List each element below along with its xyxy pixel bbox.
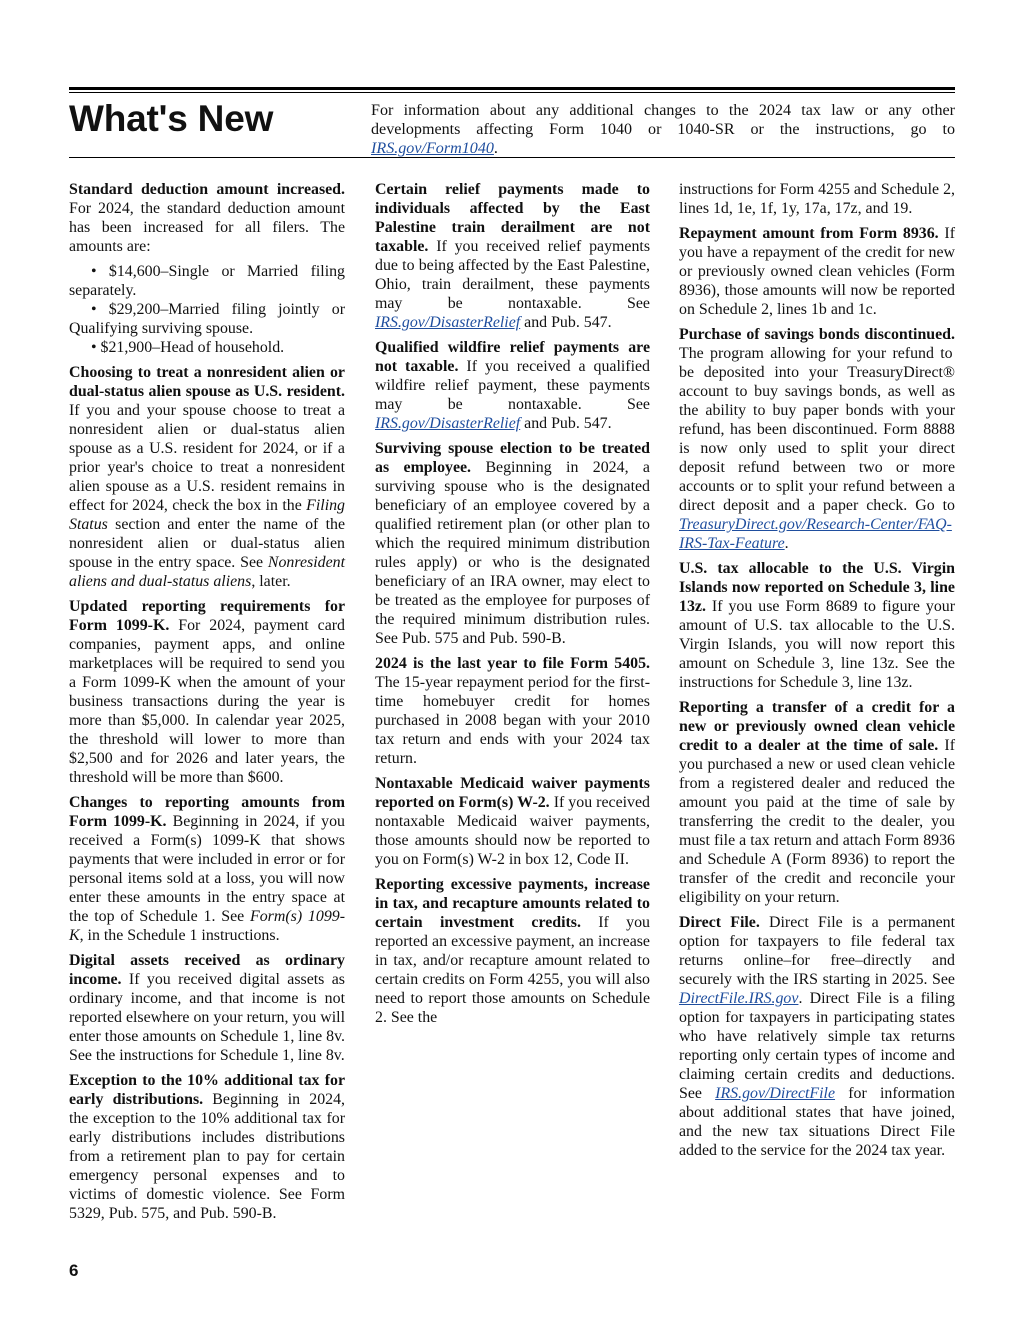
form1040-link[interactable]: IRS.gov/Form1040: [371, 140, 494, 158]
directfile-irs-link[interactable]: DirectFile.IRS.gov: [679, 990, 799, 1007]
intro-text: For information about any additional changes to the 2024 tax law or any other developments affecting Form 1040 or 1040-SR or the instructions, go to IRS.gov/Form1040.: [371, 102, 955, 158]
savings-bonds-section: Purchase of savings bonds discontinued. The program allowing for your refund to be deposited into your TreasuryDirect® account to buy savings bonds, as well as the ability to buy paper bonds with your refund, has been discontinued. Form 8888 is now only used to split your direct deposit refund between two or more accounts or to split your refund between a direct deposit and a paper check. Go to TreasuryDirect.gov/Research-Center/FAQ-IRS-Tax-Feature.: [679, 326, 955, 552]
excessive-payments-section: Reporting excessive payments, increase in tax, and recapture amounts related to certain investment credits. If you reported an excessive payment, an increase in tax, and/or recapture amount related to certain credits on Form 4255, you will also need to report those amounts on Schedule 2. See the: [375, 876, 650, 1026]
column-3: [679, 180, 955, 1166]
page-title: What's New: [69, 98, 274, 139]
bullet-item: • $21,900–Head of household.: [91, 339, 285, 356]
early-distribution-section: Exception to the 10% additional tax for early distributions. Beginning in 2024, the exception to the 10% additional tax for early distributions includes distributions from a retirement plan to pay for certain emergency personal expenses and to victims of domestic violence. See Form 5329, Pub. 575, and Pub. 590-B.: [69, 1072, 345, 1222]
treasurydirect-link[interactable]: TreasuryDirect.gov/Research-Center/FAQ-IRS-Tax-Feature: [679, 516, 952, 552]
header-rule-thin: [69, 92, 955, 93]
column-1: [69, 180, 345, 1229]
disaster-relief-link[interactable]: IRS.gov/DisasterRelief: [375, 415, 521, 432]
irs-directfile-link[interactable]: IRS.gov/DirectFile: [715, 1085, 836, 1102]
continued-text: instructions for Form 4255 and Schedule 2, lines 1d, 1e, 1f, 1y, 17a, 17z, and 19.: [679, 181, 955, 217]
direct-file-section: Direct File. Direct File is a permanent option for taxpayers to file federal tax returns online–for free–directly and securely with the IRS starting in 2025. See DirectFile.IRS.gov. Direct File is a filing option for taxpayers in participating states who have relatively simple tax returns reporting only certain types of income and claiming certain credits and deductions. See IRS.gov/DirectFile for information about additional states that have joined, and the new tax situations Direct File added to the service for the 2024 tax year.: [679, 914, 955, 1159]
header-rule-thick: [69, 87, 955, 90]
virgin-islands-section: U.S. tax allocable to the U.S. Virgin Islands now reported on Schedule 3, line 13z. If you use Form 8689 to figure your amount of U.S. tax allocable to the U.S. Virgin Islands, you will now report this amount on Schedule 3, line 13z. See the instructions for Schedule 3, line 13z.: [679, 560, 955, 691]
bullet-item: • $14,600–Single or Married filing separately.: [69, 263, 345, 299]
surviving-spouse-section: Surviving spouse election to be treated as employee. Beginning in 2024, a surviving spouse who is the designated beneficiary of an employee covered by a qualified retirement plan (or other plan to which the required minimum distribution rules apply) or who is the designated beneficiary of an IRA owner, may elect to be treated as the employee for purposes of the required minimum distribution rules. See Pub. 575 and Pub. 590-B.: [375, 440, 650, 647]
form-1099k-changes-section: Changes to reporting amounts from Form 1099-K. Beginning in 2024, if you received a Form(s) 1099-K that shows payments that were included in error or for personal items sold at a loss, you will now enter these amounts in the entry space at the top of Schedule 1. See Form(s) 1099-K, in the Schedule 1 instructions.: [69, 794, 346, 944]
page-number: 6: [69, 1261, 79, 1280]
column-2: [375, 180, 650, 1033]
nonresident-alien-section: Choosing to treat a nonresident alien or dual-status alien spouse as U.S. resident. If you and your spouse choose to treat a nonresident alien or dual-status alien spouse as a U.S. resident for 2024, or if a prior year's choice to treat a nonresident alien spouse as a U.S. resident remains in effect for 2024, check the box in the Filing Status section and enter the name of the nonresident alien or dual-status alien spouse in the entry space. See Nonresident aliens and dual-status aliens, later.: [69, 364, 345, 590]
header-rule-bottom: [69, 157, 955, 158]
form-5405-section: 2024 is the last year to file Form 5405. The 15-year repayment period for the first-time homebuyer credit for homes purchased in 2008 began with your 2010 tax return and ends with your 2024 tax return.: [375, 655, 650, 767]
east-palestine-section: Certain relief payments made to individuals affected by the East Palestine train derailment are not taxable. If you received relief payments due to being affected by the East Palestine, Ohio, train derailment, these payments may be nontaxable. See IRS.gov/DisasterRelief and Pub. 547.: [375, 181, 650, 331]
standard-deduction-section: Standard deduction amount increased. For 2024, the standard deduction amount has been increased for all filers. The amounts are:: [69, 181, 345, 255]
disaster-relief-link[interactable]: IRS.gov/DisasterRelief: [375, 314, 521, 331]
bullet-item: • $29,200–Married filing jointly or Qualifying surviving spouse.: [69, 301, 345, 337]
medicaid-waiver-section: Nontaxable Medicaid waiver payments reported on Form(s) W-2. If you received nontaxable Medicaid waiver payments, those amounts should now be reported to you on Form(s) W-2 in box 12, Code II.: [375, 775, 650, 868]
credit-transfer-section: Reporting a transfer of a credit for a new or previously owned clean vehicle credit to a dealer at the time of sale. If you purchased a new or used clean vehicle from a registered dealer and reduced the amount you paid at the time of sale by transferring the credit to the dealer, you must file a tax return and attach Form 8936 and Schedule A (Form 8936) to report the transfer of the credit and reconcile your eligibility on your return.: [679, 699, 955, 906]
wildfire-relief-section: Qualified wildfire relief payments are not taxable. If you received a qualified wildfire relief payment, these payments may be nontaxable. See IRS.gov/DisasterRelief and Pub. 547.: [375, 339, 650, 432]
digital-assets-section: Digital assets received as ordinary income. If you received digital assets as ordinary income, and that income is not reported elsewhere on your return, you will enter those amounts on Schedule 1, line 8v. See the instructions for Schedule 1, line 8v.: [69, 952, 345, 1064]
form-1099k-section: Updated reporting requirements for Form 1099-K. For 2024, payment card companies, payment apps, and online marketplaces will be required to send you a Form 1099-K when the amount of your business transactions during the year is more than $5,000. In calendar year 2025, the threshold will lower to more than $2,500 and for 2026 and later years, the threshold will be more than $600.: [69, 598, 346, 786]
form-8936-repayment-section: Repayment amount from Form 8936. If you have a repayment of the credit for new or previously owned clean vehicles (Form 8936), those amounts will now be reported on Schedule 2, lines 1b and 1c.: [679, 225, 955, 318]
